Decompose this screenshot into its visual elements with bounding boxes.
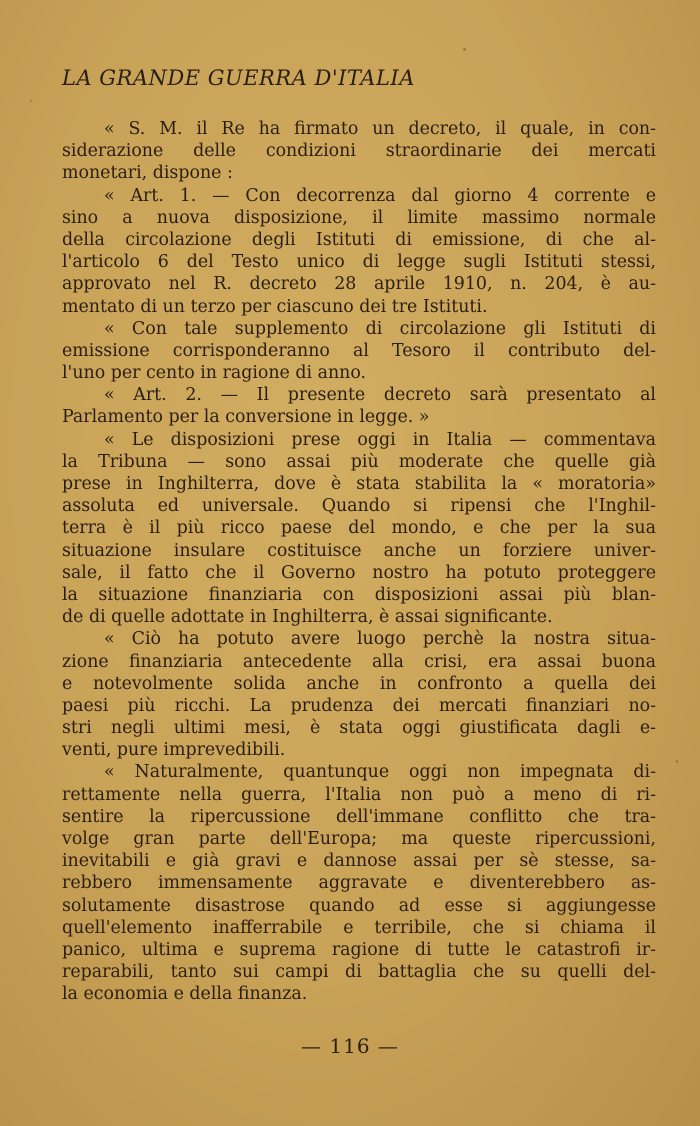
paper-spot bbox=[30, 100, 32, 102]
text-line: rettamente nella guerra, l'Italia non può a meno di ri- bbox=[62, 784, 656, 805]
running-head: LA GRANDE GUERRA D'ITALIA bbox=[62, 66, 415, 90]
paper-spot bbox=[676, 760, 678, 763]
text-line: situazione insulare costituisce anche un forziere univer- bbox=[62, 540, 656, 561]
text-line: la economia e della finanza. bbox=[62, 984, 308, 1005]
text-line: zione finanziaria antecedente alla crisi, era assai buona bbox=[62, 651, 656, 672]
text-line: l'articolo 6 del Testo unico di legge sugli Istituti stessi, bbox=[62, 252, 656, 273]
text-line: « Art. 1. — Con decorrenza dal giorno 4 corrente e bbox=[104, 185, 656, 206]
text-line: sentire la ripercussione dell'immane conflitto che tra- bbox=[62, 806, 656, 827]
text-line: emissione corrisponderanno al Tesoro il contributo del- bbox=[62, 340, 656, 361]
text-line: « Le disposizioni prese oggi in Italia — commentava bbox=[104, 429, 656, 450]
text-line: prese in Inghilterra, dove è stata stabilita la « moratoria» bbox=[62, 474, 656, 494]
text-line: « S. M. il Re ha firmato un decreto, il quale, in con- bbox=[104, 119, 656, 139]
text-line: la situazione finanziaria con disposizioni assai più blan- bbox=[62, 584, 656, 605]
text-line: sino a nuova disposizione, il limite massimo normale bbox=[62, 207, 656, 228]
text-line: terra è il più ricco paese del mondo, e che per la sua bbox=[62, 518, 656, 539]
body-text bbox=[62, 118, 656, 1006]
page-number: — 116 — bbox=[301, 1034, 399, 1058]
text-line: assoluta ed universale. Quando si ripensi che l'Inghil- bbox=[62, 496, 656, 517]
text-line: Parlamento per la conversione in legge. » bbox=[62, 407, 430, 428]
text-line: « Naturalmente, quantunque oggi non impegnata di- bbox=[104, 762, 656, 783]
text-line: volge gran parte dell'Europa; ma queste ripercussioni, bbox=[62, 829, 656, 849]
text-line: l'uno per cento in ragione di anno. bbox=[62, 363, 367, 384]
text-line: mentato di un terzo per ciascuno dei tre Istituti. bbox=[62, 296, 488, 317]
text-line: approvato nel R. decreto 28 aprile 1910, n. 204, è au- bbox=[62, 274, 656, 295]
text-line: della circolazione degli Istituti di emissione, di che al- bbox=[62, 229, 656, 250]
text-line: rebbero immensamente aggravate e diventerebbero as- bbox=[62, 873, 656, 894]
paper-spot bbox=[463, 48, 466, 51]
text-line: « Ciò ha potuto avere luogo perchè la nostra situa- bbox=[104, 629, 656, 650]
text-line: quell'elemento inafferrabile e terribile, che si chiama il bbox=[62, 917, 656, 938]
text-line: e notevolmente solida anche in confronto a quella dei bbox=[62, 673, 656, 694]
book-page bbox=[62, 64, 656, 1006]
text-line: siderazione delle condizioni straordinarie dei mercati bbox=[62, 141, 656, 162]
text-line: inevitabili e già gravi e dannose assai per sè stesse, sa- bbox=[62, 851, 656, 872]
text-line: venti, pure imprevedibili. bbox=[62, 740, 286, 761]
text-line: panico, ultima e suprema ragione di tutte le catastrofi ir- bbox=[62, 939, 656, 960]
text-line: sale, il fatto che il Governo nostro ha potuto proteggere bbox=[62, 562, 656, 583]
text-line: de di quelle adottate in Inghilterra, è assai significante. bbox=[62, 607, 553, 628]
text-line: stri negli ultimi mesi, è stata oggi giustificata dagli e- bbox=[62, 718, 656, 739]
text-line: « Con tale supplemento di circolazione gli Istituti di bbox=[104, 318, 656, 339]
text-line: reparabili, tanto sui campi di battaglia che su quelli del- bbox=[62, 962, 656, 983]
text-line: monetari, dispone : bbox=[62, 163, 233, 184]
text-line: solutamente disastrose quando ad esse si aggiungesse bbox=[62, 895, 656, 916]
text-line: la Tribuna — sono assai più moderate che quelle già bbox=[62, 451, 656, 472]
text-line: paesi più ricchi. La prudenza dei mercati finanziari no- bbox=[62, 695, 656, 716]
text-line: « Art. 2. — Il presente decreto sarà presentato al bbox=[104, 385, 656, 406]
